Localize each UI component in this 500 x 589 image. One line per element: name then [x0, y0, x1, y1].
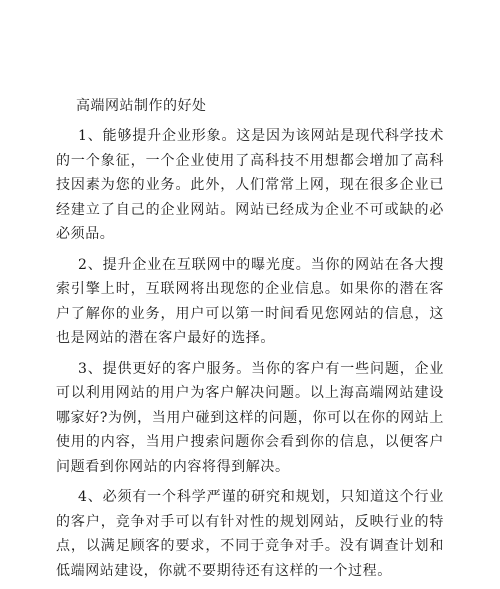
paragraph-1: 1、能够提升企业形象。这是因为该网站是现代科学技术的一个象征，一个企业使用了高科技不用想都会增加了高科技因素为您的业务。此外，人们常常上网，现在很多企业已经建立了自己的企业网站。网站已经成为企业不可或缺的必必须品。: [56, 128, 444, 242]
paragraph-2: 2、提升企业在互联网中的曝光度。当你的网站在各大搜索引擎上时，互联网将出现您的企业信息。如果你的潜在客户了解你的业务，用户可以第一时间看见您网站的信息，这也是网站的潜在客户最好的选择。: [56, 256, 444, 346]
document-body: [56, 94, 444, 589]
paragraph-3: 3、提供更好的客户服务。当你的客户有一些问题，企业可以利用网站的用户为客户解决问题。以上海高端网站建设哪家好?为例，当用户碰到这样的问题，你可以在你的网站上使用的内容，当用户搜索问题你会看到你的信息，以便客户问题看到你网站的内容将得到解决。: [56, 360, 444, 475]
paragraph-4: 4、必须有一个科学严谨的研究和规划，只知道这个行业的客户，竞争对手可以有针对性的规划网站，反映行业的特点，以满足顾客的要求，不同于竞争对手。没有调查计划和低端网站建设，你就不要期待还有这样的一个过程。: [56, 489, 444, 579]
document-title: 高端网站制作的好处: [76, 98, 207, 114]
